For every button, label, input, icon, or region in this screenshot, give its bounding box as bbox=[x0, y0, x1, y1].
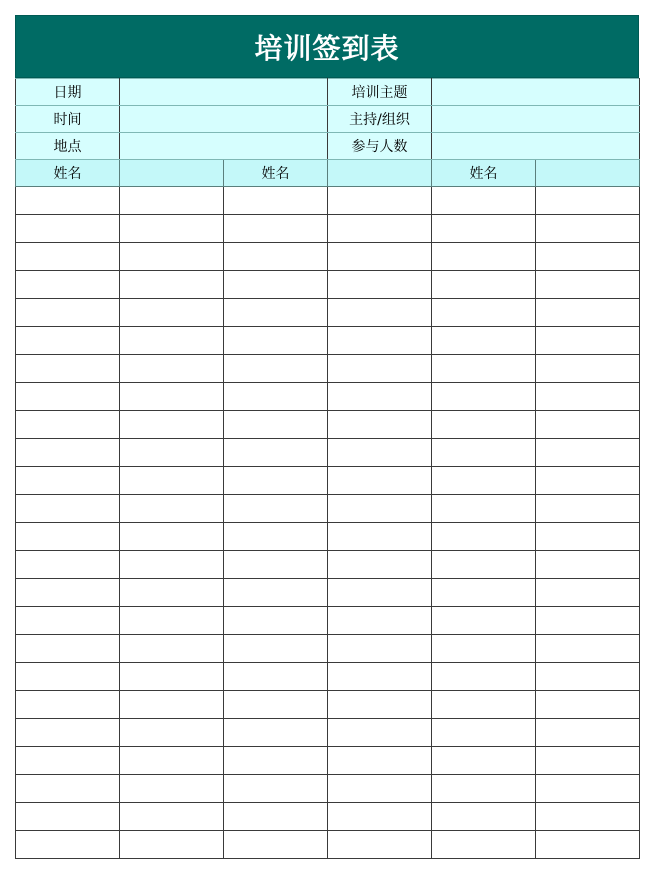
sign-in-cell[interactable] bbox=[16, 719, 120, 747]
sign-in-cell[interactable] bbox=[432, 299, 536, 327]
sign-in-cell[interactable] bbox=[536, 775, 640, 803]
sign-in-cell[interactable] bbox=[16, 243, 120, 271]
sign-in-cell[interactable] bbox=[328, 691, 432, 719]
sign-in-cell[interactable] bbox=[120, 243, 224, 271]
sign-in-row bbox=[16, 691, 640, 719]
sign-in-cell[interactable] bbox=[536, 271, 640, 299]
sign-in-cell[interactable] bbox=[536, 747, 640, 775]
sign-in-cell[interactable] bbox=[120, 635, 224, 663]
sign-in-cell[interactable] bbox=[432, 355, 536, 383]
sign-in-cell[interactable] bbox=[328, 803, 432, 831]
sign-in-cell[interactable] bbox=[224, 467, 328, 495]
sign-in-cell[interactable] bbox=[536, 187, 640, 215]
sign-in-cell[interactable] bbox=[224, 719, 328, 747]
sign-in-cell[interactable] bbox=[536, 411, 640, 439]
sign-in-cell[interactable] bbox=[224, 383, 328, 411]
sign-in-cell[interactable] bbox=[432, 831, 536, 859]
sign-in-cell[interactable] bbox=[16, 523, 120, 551]
sign-in-cell[interactable] bbox=[120, 775, 224, 803]
sign-in-cell[interactable] bbox=[16, 355, 120, 383]
sign-in-cell[interactable] bbox=[536, 831, 640, 859]
sign-in-cell[interactable] bbox=[224, 187, 328, 215]
sign-in-cell[interactable] bbox=[536, 803, 640, 831]
sign-in-cell[interactable] bbox=[328, 411, 432, 439]
sign-in-cell[interactable] bbox=[16, 579, 120, 607]
sign-in-cell[interactable] bbox=[328, 747, 432, 775]
sign-in-cell[interactable] bbox=[328, 775, 432, 803]
sign-in-row bbox=[16, 579, 640, 607]
sign-in-cell[interactable] bbox=[120, 831, 224, 859]
sign-in-cell[interactable] bbox=[224, 411, 328, 439]
sign-in-cell[interactable] bbox=[328, 355, 432, 383]
sign-in-cell[interactable] bbox=[536, 579, 640, 607]
sign-in-cell[interactable] bbox=[536, 215, 640, 243]
sign-in-cell[interactable] bbox=[328, 271, 432, 299]
sign-in-row bbox=[16, 551, 640, 579]
sign-in-cell[interactable] bbox=[224, 607, 328, 635]
sign-in-cell[interactable] bbox=[328, 551, 432, 579]
sign-in-cell[interactable] bbox=[120, 663, 224, 691]
sign-in-row bbox=[16, 411, 640, 439]
sign-in-cell[interactable] bbox=[536, 691, 640, 719]
name-header-2: 姓名 bbox=[224, 160, 328, 187]
sign-in-cell[interactable] bbox=[536, 607, 640, 635]
sign-in-cell[interactable] bbox=[432, 215, 536, 243]
sign-in-cell[interactable] bbox=[16, 803, 120, 831]
sign-in-cell[interactable] bbox=[16, 411, 120, 439]
sign-in-row bbox=[16, 383, 640, 411]
sign-in-cell[interactable] bbox=[120, 327, 224, 355]
sign-in-cell[interactable] bbox=[536, 719, 640, 747]
info-row-time bbox=[16, 106, 640, 133]
time-label: 时间 bbox=[16, 106, 120, 133]
sign-in-row bbox=[16, 187, 640, 215]
sign-in-cell[interactable] bbox=[432, 495, 536, 523]
sign-in-cell[interactable] bbox=[328, 383, 432, 411]
sign-in-cell[interactable] bbox=[224, 831, 328, 859]
sign-in-cell[interactable] bbox=[120, 719, 224, 747]
sign-in-cell[interactable] bbox=[432, 523, 536, 551]
sign-in-cell[interactable] bbox=[224, 271, 328, 299]
sign-in-cell[interactable] bbox=[432, 691, 536, 719]
sign-in-cell[interactable] bbox=[536, 439, 640, 467]
sign-in-row bbox=[16, 523, 640, 551]
info-row-place bbox=[16, 133, 640, 160]
host-value-cell[interactable] bbox=[432, 106, 640, 133]
sign-in-cell[interactable] bbox=[328, 635, 432, 663]
sign-in-cell[interactable] bbox=[16, 215, 120, 243]
sign-in-cell[interactable] bbox=[328, 831, 432, 859]
topic-value-cell[interactable] bbox=[432, 79, 640, 106]
sign-in-cell[interactable] bbox=[328, 187, 432, 215]
sign-in-cell[interactable] bbox=[120, 523, 224, 551]
sign-in-cell[interactable] bbox=[536, 383, 640, 411]
sign-in-row bbox=[16, 607, 640, 635]
count-label: 参与人数 bbox=[328, 133, 432, 160]
sign-in-cell[interactable] bbox=[432, 467, 536, 495]
sign-in-cell[interactable] bbox=[328, 579, 432, 607]
name-header-1: 姓名 bbox=[16, 160, 120, 187]
sign-in-cell[interactable] bbox=[16, 495, 120, 523]
sign-in-row bbox=[16, 467, 640, 495]
sign-in-cell[interactable] bbox=[120, 803, 224, 831]
sign-in-cell[interactable] bbox=[120, 411, 224, 439]
sign-in-cell[interactable] bbox=[536, 635, 640, 663]
sign-in-cell[interactable] bbox=[536, 663, 640, 691]
sign-in-table bbox=[15, 78, 640, 859]
sign-in-cell[interactable] bbox=[120, 579, 224, 607]
sign-in-cell[interactable] bbox=[328, 299, 432, 327]
sign-in-row bbox=[16, 831, 640, 859]
sign-in-cell[interactable] bbox=[224, 747, 328, 775]
sign-in-cell[interactable] bbox=[120, 299, 224, 327]
sign-in-cell[interactable] bbox=[536, 551, 640, 579]
sign-in-cell[interactable] bbox=[432, 187, 536, 215]
sign-in-cell[interactable] bbox=[16, 327, 120, 355]
sign-in-cell[interactable] bbox=[224, 215, 328, 243]
sign-in-cell[interactable] bbox=[120, 355, 224, 383]
sign-in-row bbox=[16, 355, 640, 383]
sign-in-cell[interactable] bbox=[16, 691, 120, 719]
sign-in-cell[interactable] bbox=[432, 439, 536, 467]
sign-in-row bbox=[16, 215, 640, 243]
sign-in-row bbox=[16, 635, 640, 663]
sign-in-cell[interactable] bbox=[224, 635, 328, 663]
sign-in-row bbox=[16, 327, 640, 355]
sign-in-cell[interactable] bbox=[120, 467, 224, 495]
sign-in-cell[interactable] bbox=[224, 355, 328, 383]
sign-in-cell[interactable] bbox=[16, 775, 120, 803]
sign-in-cell[interactable] bbox=[120, 271, 224, 299]
sign-in-cell[interactable] bbox=[432, 803, 536, 831]
sign-in-cell[interactable] bbox=[328, 719, 432, 747]
sign-in-cell[interactable] bbox=[432, 327, 536, 355]
sign-in-cell[interactable] bbox=[16, 831, 120, 859]
sign-in-cell[interactable] bbox=[224, 327, 328, 355]
sign-in-cell[interactable] bbox=[432, 411, 536, 439]
sign-in-row bbox=[16, 243, 640, 271]
sign-in-cell[interactable] bbox=[224, 523, 328, 551]
sign-in-cell[interactable] bbox=[224, 691, 328, 719]
name-header-row bbox=[16, 160, 640, 187]
sign-in-cell[interactable] bbox=[328, 495, 432, 523]
sign-in-cell[interactable] bbox=[432, 663, 536, 691]
sign-in-cell[interactable] bbox=[432, 383, 536, 411]
place-label: 地点 bbox=[16, 133, 120, 160]
sign-in-cell[interactable] bbox=[432, 719, 536, 747]
sign-in-cell[interactable] bbox=[432, 607, 536, 635]
sign-in-cell[interactable] bbox=[120, 551, 224, 579]
sign-in-cell[interactable] bbox=[328, 439, 432, 467]
sign-in-cell[interactable] bbox=[328, 663, 432, 691]
sign-in-cell[interactable] bbox=[120, 439, 224, 467]
sign-in-cell[interactable] bbox=[536, 243, 640, 271]
sign-in-row bbox=[16, 747, 640, 775]
signature-header-3 bbox=[536, 160, 640, 187]
sign-in-cell[interactable] bbox=[16, 635, 120, 663]
sign-in-row bbox=[16, 299, 640, 327]
sign-in-cell[interactable] bbox=[224, 495, 328, 523]
time-value-cell[interactable] bbox=[120, 106, 328, 133]
sign-in-cell[interactable] bbox=[328, 523, 432, 551]
sign-in-row bbox=[16, 495, 640, 523]
sign-in-cell[interactable] bbox=[16, 467, 120, 495]
sign-in-cell[interactable] bbox=[328, 243, 432, 271]
sign-in-cell[interactable] bbox=[16, 187, 120, 215]
sign-in-row bbox=[16, 271, 640, 299]
sign-in-row bbox=[16, 719, 640, 747]
info-row-date bbox=[16, 79, 640, 106]
place-value-cell[interactable] bbox=[120, 133, 328, 160]
sign-in-cell[interactable] bbox=[432, 271, 536, 299]
sign-in-cell[interactable] bbox=[224, 775, 328, 803]
sign-in-cell[interactable] bbox=[120, 607, 224, 635]
count-value-cell[interactable] bbox=[432, 133, 640, 160]
sign-in-cell[interactable] bbox=[328, 327, 432, 355]
sign-in-cell[interactable] bbox=[432, 551, 536, 579]
sign-in-cell[interactable] bbox=[224, 439, 328, 467]
signature-header-2 bbox=[328, 160, 432, 187]
sign-in-cell[interactable] bbox=[120, 383, 224, 411]
sign-in-cell[interactable] bbox=[536, 327, 640, 355]
sign-in-cell[interactable] bbox=[432, 635, 536, 663]
sign-in-cell[interactable] bbox=[16, 551, 120, 579]
sign-in-cell[interactable] bbox=[16, 747, 120, 775]
sign-in-row bbox=[16, 803, 640, 831]
date-value-cell[interactable] bbox=[120, 79, 328, 106]
sign-in-cell[interactable] bbox=[432, 775, 536, 803]
sign-in-cell[interactable] bbox=[328, 607, 432, 635]
sign-in-cell[interactable] bbox=[432, 579, 536, 607]
sign-in-row bbox=[16, 775, 640, 803]
topic-label: 培训主题 bbox=[328, 79, 432, 106]
name-header-3: 姓名 bbox=[432, 160, 536, 187]
sign-in-cell[interactable] bbox=[536, 355, 640, 383]
sign-in-cell[interactable] bbox=[328, 215, 432, 243]
sign-in-cell[interactable] bbox=[224, 299, 328, 327]
sign-in-cell[interactable] bbox=[224, 551, 328, 579]
sign-in-row bbox=[16, 663, 640, 691]
sign-in-cell[interactable] bbox=[536, 523, 640, 551]
sign-in-cell[interactable] bbox=[16, 663, 120, 691]
sign-in-cell[interactable] bbox=[432, 243, 536, 271]
host-label: 主持/组织 bbox=[328, 106, 432, 133]
sign-in-cell[interactable] bbox=[16, 271, 120, 299]
sign-in-cell[interactable] bbox=[536, 467, 640, 495]
sheet-title: 培训签到表 bbox=[15, 15, 639, 78]
sign-in-cell[interactable] bbox=[224, 243, 328, 271]
sign-in-cell[interactable] bbox=[224, 803, 328, 831]
sign-in-cell[interactable] bbox=[536, 299, 640, 327]
sign-in-cell[interactable] bbox=[16, 439, 120, 467]
signature-header-1 bbox=[120, 160, 224, 187]
sign-in-cell[interactable] bbox=[120, 187, 224, 215]
sign-in-row bbox=[16, 439, 640, 467]
sign-in-cell[interactable] bbox=[224, 663, 328, 691]
sign-in-cell[interactable] bbox=[120, 747, 224, 775]
sign-in-cell[interactable] bbox=[328, 467, 432, 495]
sign-in-cell[interactable] bbox=[120, 215, 224, 243]
sign-in-cell[interactable] bbox=[536, 495, 640, 523]
sign-in-cell[interactable] bbox=[16, 383, 120, 411]
date-label: 日期 bbox=[16, 79, 120, 106]
sign-in-cell[interactable] bbox=[120, 691, 224, 719]
sign-in-cell[interactable] bbox=[16, 299, 120, 327]
sign-in-cell[interactable] bbox=[16, 607, 120, 635]
sign-in-sheet bbox=[15, 15, 639, 859]
sign-in-cell[interactable] bbox=[432, 747, 536, 775]
sign-in-cell[interactable] bbox=[224, 579, 328, 607]
sign-in-cell[interactable] bbox=[120, 495, 224, 523]
